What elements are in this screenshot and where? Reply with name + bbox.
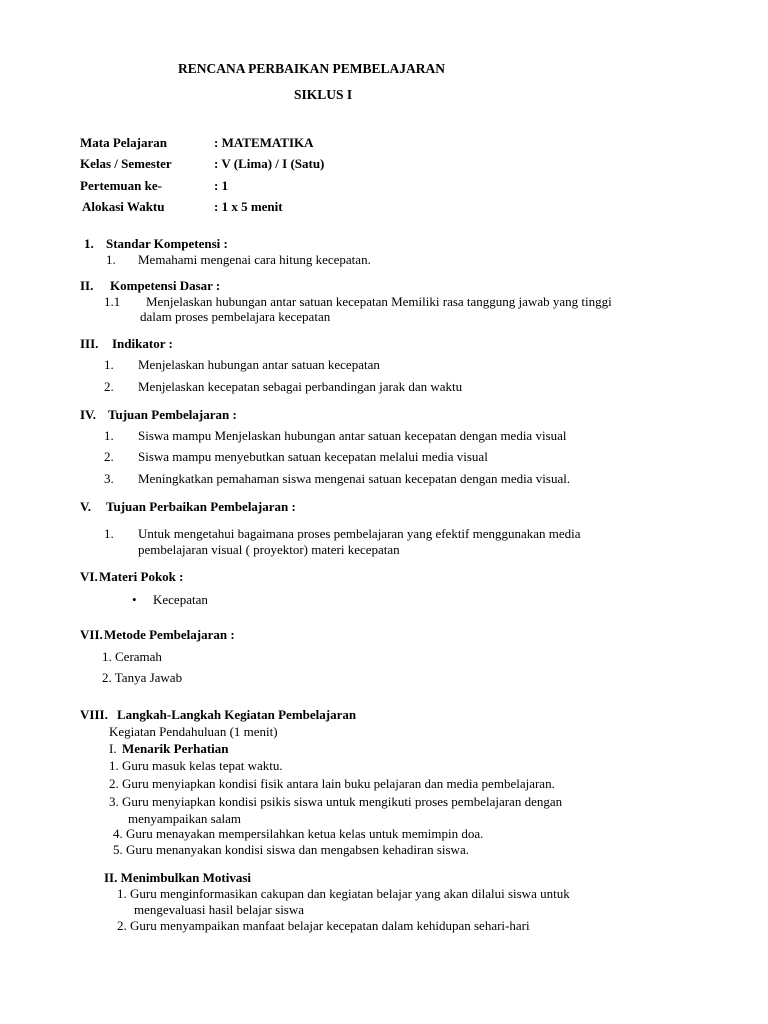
item-number: 1.1 <box>104 294 121 309</box>
step-text: 1. Guru masuk kelas tepat waktu. <box>109 758 283 773</box>
step-text: 2. Guru menyampaikan manfaat belajar kecepatan dalam kehidupan sehari-hari <box>117 918 530 933</box>
identity-label: Mata Pelajaran <box>80 135 168 150</box>
section-number: 1. <box>84 236 94 251</box>
identity-value: : V (Lima) / I (Satu) <box>214 156 325 171</box>
item-text: Menjelaskan kecepatan sebagai perbandingan jarak dan waktu <box>138 379 463 394</box>
subsection-heading: II. Menimbulkan Motivasi <box>104 870 251 885</box>
identity-label: Kelas / Semester <box>80 156 172 171</box>
section-heading: Tujuan Perbaikan Pembelajaran : <box>106 499 296 514</box>
section-number: VIII. <box>80 707 108 722</box>
item-text: Menjelaskan hubungan antar satuan kecepatan Memiliki rasa tanggung jawab yang tinggi <box>146 294 612 309</box>
step-text-continued: menyampaikan salam <box>128 811 241 826</box>
section-number: VII. <box>80 627 103 642</box>
item-text: Untuk mengetahui bagaimana proses pembelajaran yang efektif menggunakan media <box>138 526 581 541</box>
identity-value: : 1 x 5 menit <box>214 199 283 214</box>
section-number: VI. <box>80 569 98 584</box>
section-number: IV. <box>80 407 97 422</box>
identity-value: : 1 <box>214 178 229 193</box>
step-text: 1. Guru menginformasikan cakupan dan kegiatan belajar yang akan dilalui siswa untuk <box>117 886 570 901</box>
item-text: Kecepatan <box>153 592 208 607</box>
section-heading: Metode Pembelajaran : <box>104 627 235 642</box>
subsection-heading: Menarik Perhatian <box>122 741 229 756</box>
section-number: III. <box>80 336 99 351</box>
step-text: 2. Guru menyiapkan kondisi fisik antara lain buku pelajaran dan media pembelajaran. <box>109 776 555 791</box>
item-number: 1. <box>104 428 114 443</box>
item-text-continued: pembelajaran visual ( proyektor) materi kecepatan <box>138 542 400 557</box>
item-text: Menjelaskan hubungan antar satuan kecepatan <box>138 357 380 372</box>
section-number: V. <box>80 499 91 514</box>
item-number: 1. <box>104 526 114 541</box>
bullet-icon: • <box>132 592 137 607</box>
item-text: 1. Ceramah <box>102 649 162 664</box>
step-text-continued: mengevaluasi hasil belajar siswa <box>134 902 305 917</box>
subsection-number: I. <box>109 741 117 756</box>
step-text: 3. Guru menyiapkan kondisi psikis siswa untuk mengikuti proses pembelajaran dengan <box>109 794 563 809</box>
item-number: 2. <box>104 449 114 464</box>
step-text: 5. Guru menanyakan kondisi siswa dan mengabsen kehadiran siswa. <box>113 842 469 857</box>
identity-label: Alokasi Waktu <box>82 199 165 214</box>
item-number: 3. <box>104 471 114 486</box>
item-text: Siswa mampu menyebutkan satuan kecepatan melalui media visual <box>138 449 488 464</box>
item-number: 1. <box>106 252 116 267</box>
item-text: Memahami mengenai cara hitung kecepatan. <box>138 252 371 267</box>
section-heading: Standar Kompetensi : <box>106 236 228 251</box>
item-number: 1. <box>104 357 114 372</box>
section-heading: Tujuan Pembelajaran : <box>108 407 237 422</box>
step-text: 4. Guru menayakan mempersilahkan ketua kelas untuk memimpin doa. <box>113 826 484 841</box>
document-subtitle: SIKLUS I <box>294 87 353 102</box>
document-title: RENCANA PERBAIKAN PEMBELAJARAN <box>178 61 446 76</box>
item-text-continued: dalam proses pembelajara kecepatan <box>140 309 331 324</box>
item-text: Meningkatkan pemahaman siswa mengenai satuan kecepatan dengan media visual. <box>138 471 571 486</box>
section-heading: Langkah-Langkah Kegiatan Pembelajaran <box>117 707 357 722</box>
item-number: 2. <box>104 379 114 394</box>
item-text: 2. Tanya Jawab <box>102 670 183 685</box>
section-number: II. <box>80 278 94 293</box>
section-heading: Kompetensi Dasar : <box>110 278 221 293</box>
item-text: Siswa mampu Menjelaskan hubungan antar satuan kecepatan dengan media visual <box>138 428 567 443</box>
identity-value: : MATEMATIKA <box>214 135 314 150</box>
activity-intro: Kegiatan Pendahuluan (1 menit) <box>109 724 278 739</box>
identity-label: Pertemuan ke- <box>80 178 162 193</box>
section-heading: Indikator : <box>112 336 173 351</box>
section-heading: Materi Pokok : <box>99 569 184 584</box>
